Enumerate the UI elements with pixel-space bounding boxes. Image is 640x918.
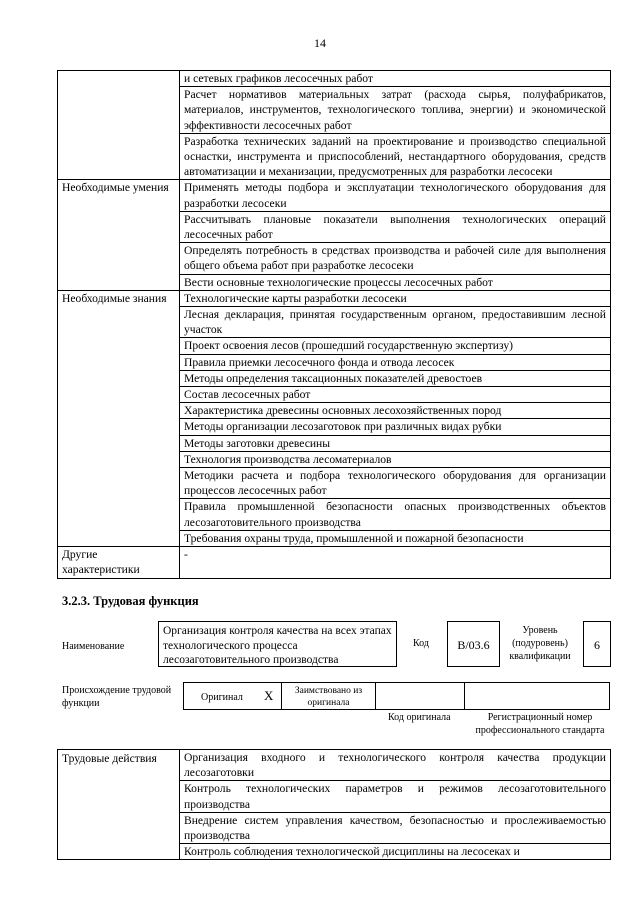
table-row xyxy=(58,180,611,211)
row-label: Трудовые действия xyxy=(58,750,180,860)
row-content: Лесная декларация, принятая государственным органом, предоставившим лесной участок xyxy=(180,307,611,338)
row-content: Внедрение систем управления качеством, безопасностью и прослеживаемостью производства xyxy=(180,812,611,843)
row-content: Методы заготовки древесины xyxy=(180,435,611,451)
row-content: - xyxy=(180,547,611,578)
function-name-box xyxy=(158,621,397,667)
table-row xyxy=(58,71,611,87)
table-row xyxy=(58,547,611,578)
row-content: Требования охраны труда, промышленной и пожарной безопасности xyxy=(180,530,611,546)
code-label: Код xyxy=(413,638,429,649)
level-box xyxy=(583,621,611,667)
row-content: Расчет нормативов материальных затрат (расхода сырья, полуфабрикатов, материалов, инструментов, технологического топлива, энергии) и экономической эффективности лесосечных работ xyxy=(180,87,611,134)
original-mark: Х xyxy=(264,688,274,703)
row-content: Технология производства лесоматериалов xyxy=(180,451,611,467)
row-content: Применять методы подбора и эксплуатации технологического оборудования для разработки лесосеки xyxy=(180,180,611,211)
row-content: Организация входного и технологического контроля качества продукции лесозаготовки xyxy=(180,750,611,781)
page-number: 14 xyxy=(314,36,326,50)
row-content: Разработка технических заданий на проектирование и производство специальной оснастки, инструмента и приспособлений, нестандартного оборудования, средств автоматизации и механизации, предусмотренных для разработки лесосеки xyxy=(180,133,611,180)
level-label: Уровень (подуровень) квалификации xyxy=(509,625,571,662)
row-content: Правила приемки лесосечного фонда и отвода лесосек xyxy=(180,354,611,370)
row-content: Методы определения таксационных показателей древостоев xyxy=(180,370,611,386)
level-value: 6 xyxy=(594,638,600,652)
table-row xyxy=(58,290,611,306)
origin-boxes xyxy=(183,682,610,710)
code-box xyxy=(447,621,500,667)
row-content: Технологические карты разработки лесосеки xyxy=(180,290,611,306)
requirements-table xyxy=(57,70,611,579)
original-label: Оригинал xyxy=(201,692,243,703)
function-name-value: Организация контроля качества на всех этапах технологического процесса лесозаготовительного производства xyxy=(163,625,392,666)
row-content: Состав лесосечных работ xyxy=(180,387,611,403)
row-content: Правила промышленной безопасности опасных производственных объектов лесозаготовительного производства xyxy=(180,499,611,530)
row-content: Рассчитывать плановые показатели выполнения технологических операций лесосечных работ xyxy=(180,211,611,242)
row-content: Контроль технологических параметров и режимов лесозаготовительного производства xyxy=(180,781,611,812)
table-row xyxy=(58,750,611,781)
row-label: Необходимые умения xyxy=(58,180,180,290)
borrowed-label: Заимствовано из оригинала xyxy=(294,686,363,708)
origin-label: Происхождение трудовой функции xyxy=(62,685,172,709)
row-content: Контроль соблюдения технологической дисциплины на лесосеках и xyxy=(180,844,611,860)
reg-number-caption: Регистрационный номер профессионального стандарта xyxy=(475,712,605,736)
row-content: Вести основные технологические процессы лесосечных работ xyxy=(180,274,611,290)
name-label: Наименование xyxy=(62,641,125,652)
row-content: Проект освоения лесов (прошедший государственную экспертизу) xyxy=(180,338,611,354)
divider xyxy=(375,682,376,710)
row-label xyxy=(58,71,180,180)
row-content: Характеристика древесины основных лесохозяйственных пород xyxy=(180,403,611,419)
labor-actions-table xyxy=(57,749,611,860)
divider xyxy=(464,682,465,710)
code-original-caption: Код оригинала xyxy=(388,712,451,723)
row-content: Методики расчета и подбора технологического оборудования для организации процессов лесосечных работ xyxy=(180,468,611,499)
row-content: Методы организации лесозаготовок при различных видах рубки xyxy=(180,419,611,435)
section-title: 3.2.3. Трудовая функция xyxy=(62,594,199,608)
row-label: Необходимые знания xyxy=(58,290,180,546)
row-content: Определять потребность в средствах производства и рабочей силе для выполнения общего объема работ при разработке лесосеки xyxy=(180,243,611,274)
row-content: и сетевых графиков лесосечных работ xyxy=(180,71,611,87)
row-label: Другие характеристики xyxy=(58,547,180,578)
code-value: В/03.6 xyxy=(457,638,490,652)
